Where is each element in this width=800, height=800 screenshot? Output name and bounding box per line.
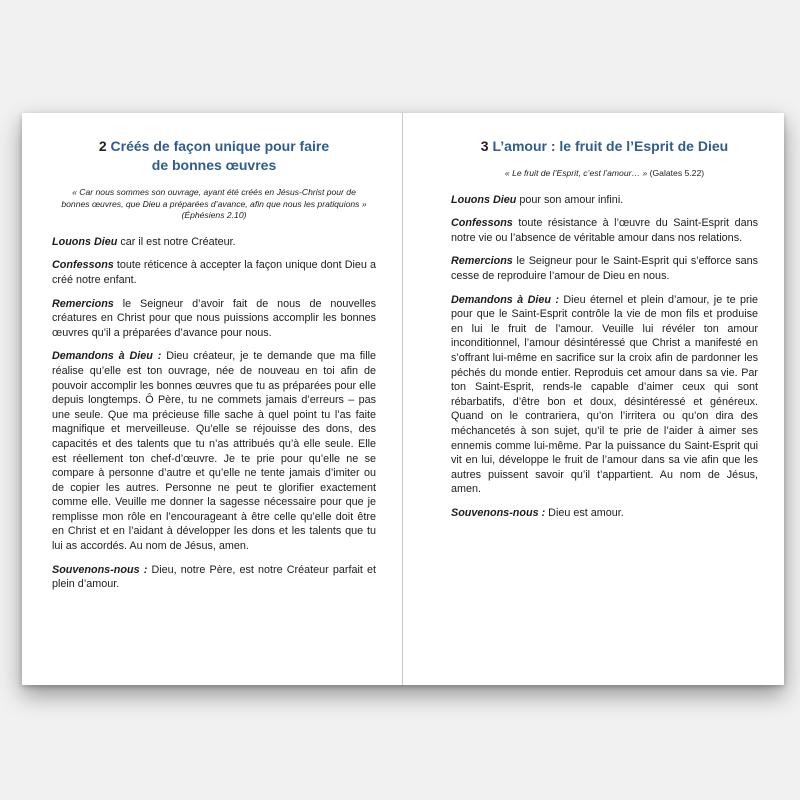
paragraph-praise [52,235,376,250]
paragraph-prayer [52,349,376,553]
paragraph-prayer [451,293,758,497]
scripture-quote: « Car nous sommes son ouvrage, ayant été créés en Jésus-Christ pour de bonnes œuvres, que Dieu a préparées d’avance, afin que nous les pratiquions » (Éphésiens 2.10) [61,187,367,221]
paragraph-text: le Seigneur pour le Saint-Esprit qui s’efforce sans cesse de reproduire l’amour de Dieu en nous. [451,255,758,282]
paragraph-text: pour son amour infini. [516,193,624,206]
paragraph-text: Dieu est amour. [545,506,624,519]
book-spread [22,113,784,685]
paragraph-text: car il est notre Créateur. [117,235,236,248]
chapter-number: 3 [480,138,489,154]
left-page [22,113,402,685]
paragraph-text: Dieu, notre Père, est notre Créateur parfait et plein d’amour. [52,563,376,591]
paragraph-text: Dieu créateur, je te demande que ma fille réalise qu’elle est ton ouvrage, née de nouveau en toi afin de pouvoir accomplir les bonnes œuvres que tu as préparées pour elle depuis longtemps. Ô Père, tu ne commets jamais d’erreurs – pas une seule. Que ma précieuse fille sache à quel point tu l’as faite magnifique et merveilleuse. Qu’elle se réjouisse des dons, des capacités et des talents que tu n’as attribués qu’à elle seule. Elle est réellement ton chef-d’œuvre. Je te prie pour qu’elle ne se compare à personne d’autre et qu’elle ne tente jamais d’imiter ou de copier les autres. Personne ne peut te glorifier exactement comme elle. Veuille me donner la sagesse nécessaire pour que je remplisse mon rôle en l’encourageant à être celle qu’elle doit être en Christ et en l’aidant à développer les dons et les talents que tu lui as accordés. Au nom de Jésus, amen. [52,350,376,553]
scripture-quote [459,168,750,180]
paragraph-lead: Louons Dieu [451,193,517,206]
paragraph-lead: Confessons [451,217,513,230]
paragraph-lead: Souvenons-nous : [52,563,148,576]
chapter-number: 2 [98,138,107,154]
paragraph-lead: Demandons à Dieu : [451,293,559,306]
paragraph-remember [451,506,758,521]
paragraph-praise [451,193,758,208]
paragraph-thanks [52,297,376,341]
right-page [403,113,784,685]
page-title [52,137,376,175]
paragraph-lead: Remercions [52,297,114,310]
paragraph-lead: Louons Dieu [52,235,118,248]
page-title [451,137,758,156]
paragraph-lead: Remercions [451,255,513,268]
paragraph-text: Dieu éternel et plein d’amour, je te prie pour que le Saint-Esprit contrôle la vie de mon fils et produise en lui le fruit de l’amour. Veuille lui révéler ton amour inconditionnel, l’amour désintéressé que Christ a manifesté en s’offrant lui-même en sacrifice sur la croix afin de pardonner les péchés du monde entier. Reproduis cet amour dans sa vie. Par ton Saint-Esprit, rends-le capable d’aimer ceux qui sont rébarbatifs, d’être bon et doux, désintéressé et généreux. Quand on le contrariera, qu’on l’irritera ou qu’on dira des méchancetés à son sujet, qu’il te prie de l’aider à aimer ses ennemis comme lui-même. Par la puissance du Saint-Esprit qui vit en lui, développe le fruit de l’amour dans sa vie afin que les autres puissent savoir qu’il t’appartient. Au nom de Jésus, amen. [451,293,758,496]
paragraph-lead: Souvenons-nous : [451,506,546,519]
paragraph-remember [52,563,376,592]
paragraph-text: toute résistance à l’œuvre du Saint-Esprit dans notre vie ou l’absence de véritable amour dans nos relations. [451,217,758,244]
paragraph-lead: Confessons [52,259,114,272]
quote-text: « Le fruit de l’Esprit, c’est l’amour… » [504,168,648,178]
quote-reference: (Galates 5.22) [647,168,705,178]
title-line-1: Créés de façon unique pour faire [110,138,330,154]
title-text: L’amour : le fruit de l’Esprit de Dieu [492,138,729,154]
paragraph-text: le Seigneur d’avoir fait de nous de nouvelles créatures en Christ pour que nous puissions accomplir les bonnes œuvres qu’il a préparées d’avance pour nous. [52,297,376,339]
paragraph-text: toute réticence à accepter la façon unique dont Dieu a créé notre enfant. [52,259,376,286]
paragraph-confess [52,258,376,287]
paragraph-confess [451,216,758,245]
title-line-2: de bonnes œuvres [151,157,277,173]
paragraph-lead: Demandons à Dieu : [52,350,162,363]
paragraph-thanks [451,254,758,283]
